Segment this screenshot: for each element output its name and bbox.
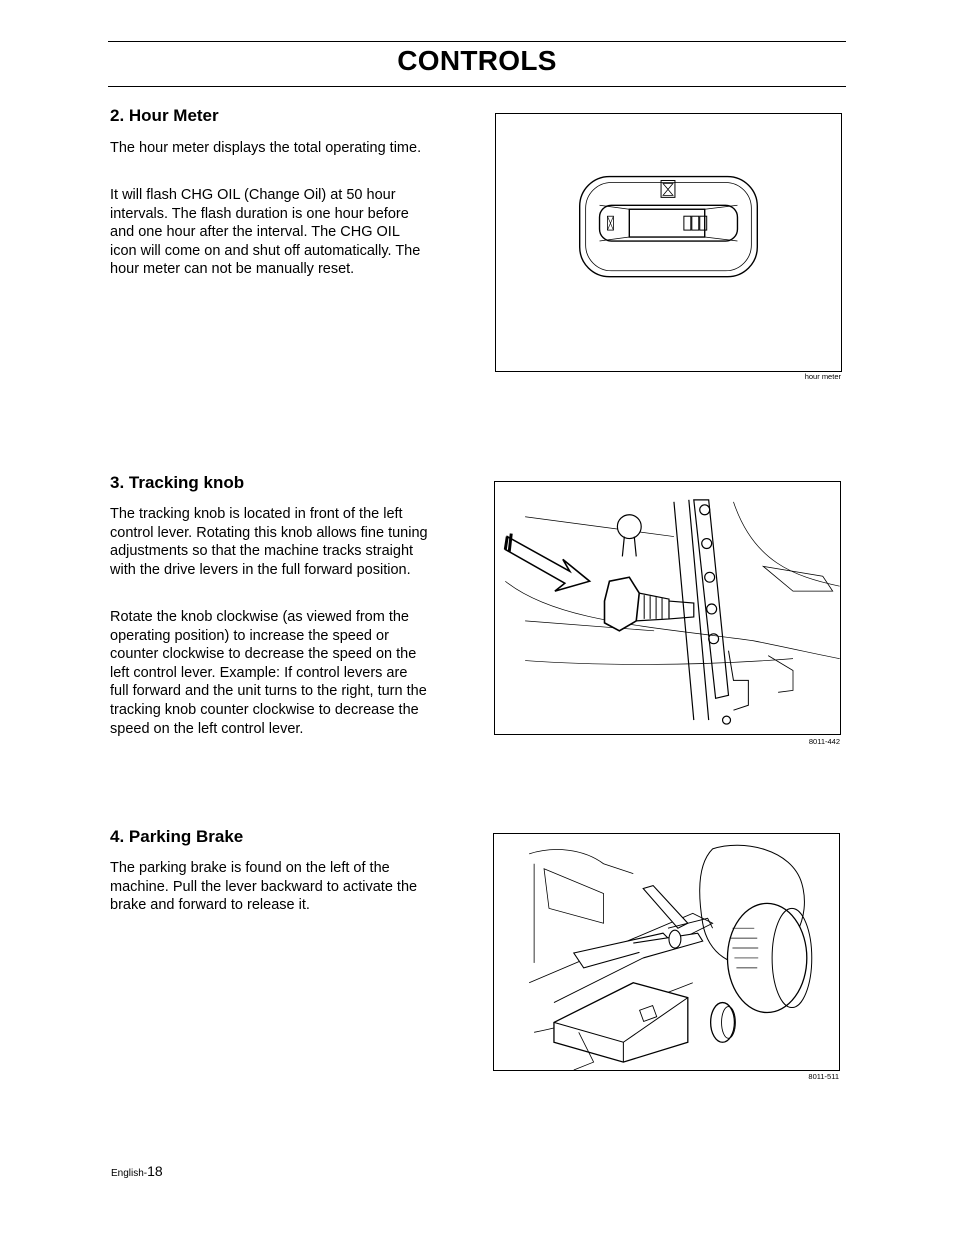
tracking-knob-illustration xyxy=(495,482,840,734)
tracking-knob-figure xyxy=(494,481,841,735)
header-rule-top xyxy=(108,41,846,42)
paragraph: The tracking knob is located in front of the left control lever. Rotating this knob allows fine tuning adjustments so that the machine tracks straight with the drive levers in the full forward position. xyxy=(110,506,428,578)
header-rule-bottom xyxy=(108,86,846,87)
paragraph: It will flash CHG OIL (Change Oil) at 50 hour intervals. The flash duration is one hour before and one hour after the interval. The CHG OIL icon will come on and shut off automatically. The hour meter can not be manually reset. xyxy=(110,187,421,278)
figure-caption: 8011-511 xyxy=(808,1072,839,1081)
parking-brake-illustration xyxy=(494,834,839,1070)
page-number-prefix: English- xyxy=(111,1168,148,1179)
section-heading-parking-brake: 4. Parking Brake xyxy=(110,827,244,846)
figure-caption: hour meter xyxy=(804,372,841,381)
page-number xyxy=(111,1163,163,1179)
parking-brake-figure xyxy=(493,833,840,1071)
section-heading-tracking-knob: 3. Tracking knob xyxy=(110,473,245,492)
figure-caption: 8011-442 xyxy=(808,737,840,746)
hour-meter-illustration xyxy=(496,114,841,371)
paragraph: The hour meter displays the total operating time. xyxy=(110,140,422,156)
paragraph: Rotate the knob clockwise (as viewed from the operating position) to increase the speed or counter clockwise to decrease the speed on the left control lever. Example: If control levers are full forward and the unit turns to the right, turn the tracking knob counter clockwise to decrease the speed on the left control lever. xyxy=(110,609,427,737)
section-heading-hour-meter: 2. Hour Meter xyxy=(110,106,219,125)
page-number-value: 18 xyxy=(147,1163,163,1179)
paragraph: The parking brake is found on the left of the machine. Pull the lever backward to activate the brake and forward to release it. xyxy=(110,860,418,914)
hour-meter-figure xyxy=(495,113,842,372)
page-title: CONTROLS xyxy=(397,45,557,76)
